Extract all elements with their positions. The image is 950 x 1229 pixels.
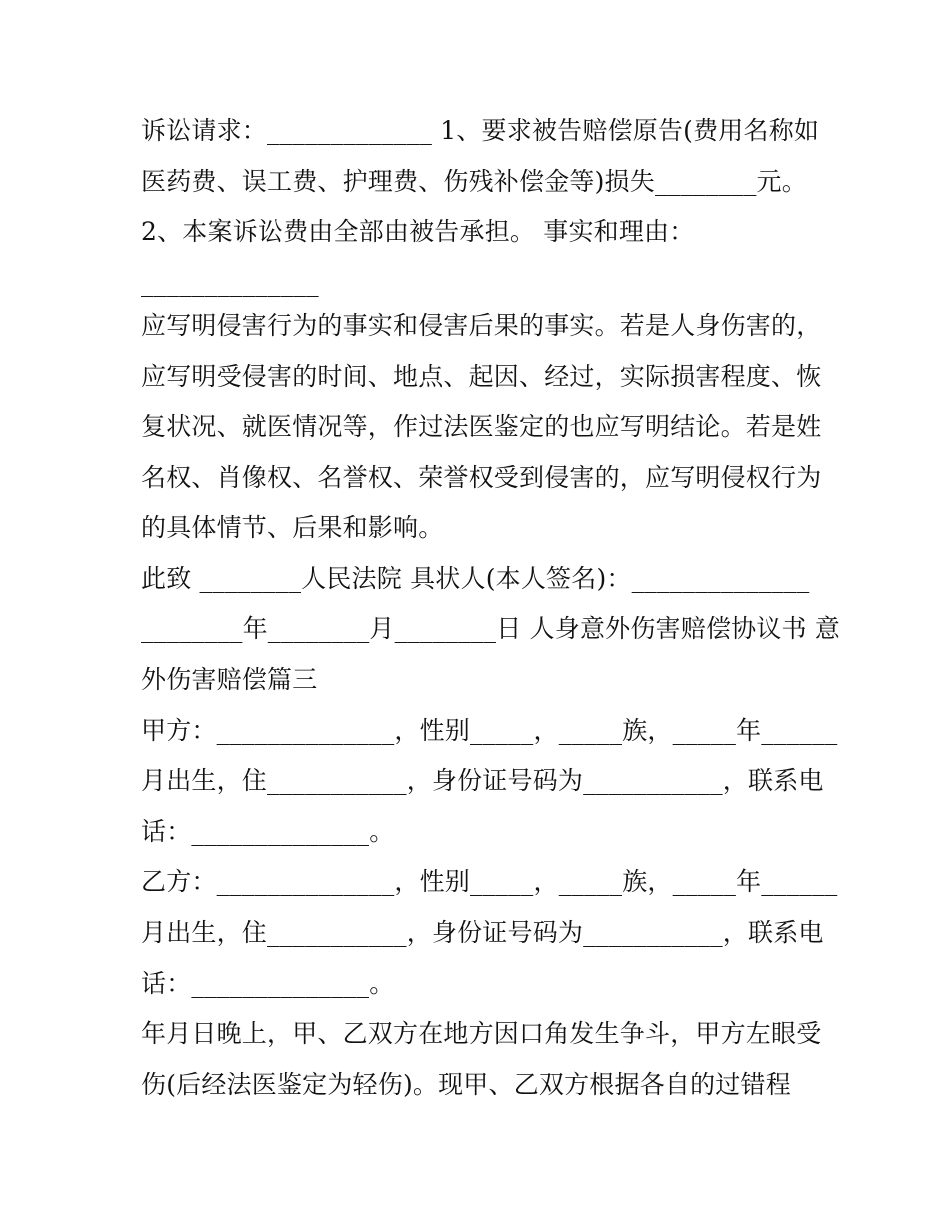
text-line: 医药费、误工费、护理费、伤残补偿金等)损失________元。 xyxy=(141,167,807,196)
text-line: 应写明侵害行为的事实和侵害后果的事实。若是人身伤害的， xyxy=(141,311,822,340)
text-line: 诉讼请求：_____________ 1、要求被告赔偿原告(费用名称如 xyxy=(141,116,820,145)
text-line: 2、本案诉讼费由全部由被告承担。 事实和理由： xyxy=(141,217,695,246)
text-line: 应写明受侵害的时间、地点、起因、经过，实际损害程度、恢 xyxy=(141,362,822,391)
text-line: 名权、肖像权、名誉权、荣誉权受到侵害的，应写明侵权行为 xyxy=(141,463,822,492)
text-line: 复状况、就医情况等，作过法医鉴定的也应写明结论。若是姓 xyxy=(141,412,822,441)
text-line: 话：______________。 xyxy=(141,817,395,846)
text-line: 月出生，住___________，身份证号码为___________，联系电 xyxy=(141,766,824,795)
text-line: 的具体情节、后果和影响。 xyxy=(141,513,444,542)
text-line: ________年________月________日 人身意外伤害赔偿协议书 意 xyxy=(141,614,841,643)
text-line: 年月日晚上，甲、乙双方在地方因口角发生争斗，甲方左眼受 xyxy=(141,1019,822,1048)
text-line: 伤(后经法医鉴定为轻伤)。现甲、乙双方根据各自的过错程 xyxy=(141,1070,791,1099)
text-line: 外伤害赔偿篇三 xyxy=(141,665,318,694)
text-line: 乙方：______________，性别_____，_____族，_____年______ xyxy=(141,867,838,896)
text-line: 甲方：______________，性别_____，_____族，_____年______ xyxy=(141,716,838,745)
text-line: ______________ xyxy=(141,268,319,297)
text-line: 月出生，住___________，身份证号码为___________，联系电 xyxy=(141,918,824,947)
text-line: 话：______________。 xyxy=(141,969,395,998)
text-line: 此致 ________人民法院 具状人(本人签名)：______________ xyxy=(141,564,810,593)
